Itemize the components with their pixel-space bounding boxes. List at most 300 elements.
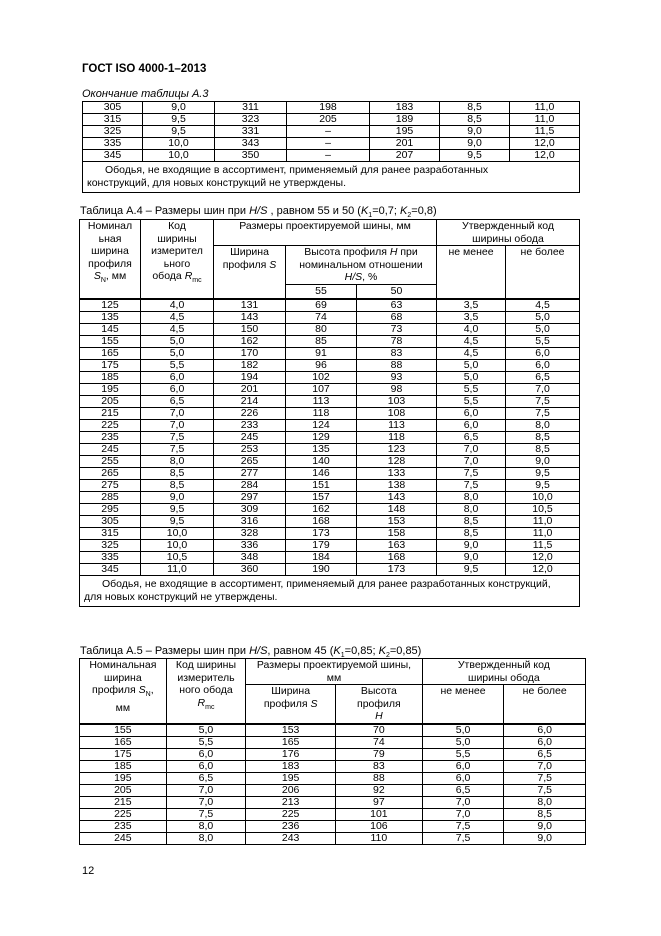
table-cell: 253 [214,443,286,455]
table-cell: 6,0 [437,419,506,431]
table-cell: 148 [357,503,437,515]
table-cell: 11,0 [510,102,580,114]
table-cell: 6,0 [166,760,246,772]
table-cell: 11,0 [506,515,580,527]
table-cell: 189 [370,114,440,126]
table-a5-row [80,736,586,748]
table-cell: 88 [336,772,423,784]
table-cell: 8,0 [166,820,246,832]
table-cell: 6,0 [437,407,506,419]
table-cell: 93 [357,371,437,383]
table-cell: 150 [214,323,286,335]
table-cell: 5,0 [422,724,504,736]
table-cell: 8,0 [166,832,246,844]
table-a5-row [80,808,586,820]
table-cell: 10,0 [143,150,215,162]
table-cell: 74 [336,736,423,748]
table-cell: 8,0 [437,491,506,503]
table-a4-row [80,563,580,575]
table-cell: 4,0 [437,323,506,335]
table-cell: 245 [214,431,286,443]
table-cell: 91 [286,347,357,359]
table-cell: 5,0 [437,359,506,371]
table-a4-row [80,527,580,539]
table-cell: 162 [286,503,357,515]
table-cell: 6,0 [141,371,214,383]
table-cell: 108 [357,407,437,419]
table-a4-row [80,431,580,443]
table-cell: 7,5 [141,431,214,443]
table-cell: 9,5 [143,114,215,126]
table-cell: 206 [246,784,336,796]
table-cell: 9,0 [141,491,214,503]
table-cell: 179 [286,539,357,551]
table-cell: 213 [246,796,336,808]
table-cell: 348 [214,551,286,563]
table-cell: 7,5 [141,443,214,455]
table-cell: 315 [83,114,143,126]
table-cell: 7,5 [437,467,506,479]
table-cell: 183 [246,760,336,772]
table-cell: 107 [286,383,357,395]
table-cell: 165 [246,736,336,748]
table-cell: 201 [370,138,440,150]
table-cell: 6,0 [422,760,504,772]
table-cell: 297 [214,491,286,503]
table-cell: 194 [214,371,286,383]
table-a4-row [80,395,580,407]
table-a5-row [80,796,586,808]
table-cell: 68 [357,311,437,323]
a5-header-max: не более [504,685,586,724]
table-cell: 225 [246,808,336,820]
table-cell: 79 [336,748,423,760]
table-cell: 5,5 [422,748,504,760]
table-a4-row [80,323,580,335]
table-cell: 8,5 [440,114,510,126]
table-a4-note-row [80,575,580,606]
table-cell: 124 [286,419,357,431]
table-cell: 284 [214,479,286,491]
table-cell: 265 [214,455,286,467]
table-cell: 165 [80,347,141,359]
table-cell: 135 [286,443,357,455]
a4-header-max: не более [506,246,580,299]
table-a4-caption: Таблица А.4 – Размеры шин при H/S , равном 55 и 50 ($K_1=0,7$; $K_2=0,8$) [80,205,437,220]
table-cell: 207 [370,150,440,162]
table-cell: 9,0 [506,455,580,467]
table-a4-note: Ободья, не входящие в ассортимент, применяемый для ранее разработанных конструкций, для новых конструкций не утверждены. [80,575,580,606]
table-cell: 140 [286,455,357,467]
table-cell: 235 [80,820,167,832]
table-cell: 277 [214,467,286,479]
table-cell: 12,0 [510,150,580,162]
table-cell: 97 [336,796,423,808]
table-cell: 11,0 [141,563,214,575]
table-cell: 155 [80,724,167,736]
table-cell: 63 [357,299,437,311]
table-cell: 305 [80,515,141,527]
table-cell: 175 [80,748,167,760]
table-a4-row [80,479,580,491]
table-cell: 9,5 [141,503,214,515]
table-cell: 6,0 [506,347,580,359]
table-cell: 5,0 [141,347,214,359]
table-cell: 6,5 [422,784,504,796]
table-cell: 135 [80,311,141,323]
table-cell: 173 [357,563,437,575]
table-cell: 12,0 [506,563,580,575]
table-cell: 195 [80,383,141,395]
table-cell: 11,0 [506,527,580,539]
table-a4-row [80,551,580,563]
table-a4-row [80,467,580,479]
table-cell: 78 [357,335,437,347]
table-cell: 3,5 [437,311,506,323]
table-a3-row [83,126,580,138]
table-cell: 173 [286,527,357,539]
table-a4 [79,219,580,607]
table-cell: 113 [286,395,357,407]
table-cell: 8,5 [141,467,214,479]
table-cell: 335 [83,138,143,150]
table-cell: 4,5 [141,323,214,335]
table-a4-row [80,419,580,431]
table-cell: 6,0 [506,359,580,371]
table-cell: – [287,150,370,162]
table-cell: 9,0 [437,539,506,551]
table-a4-row [80,299,580,311]
table-cell: 265 [80,467,141,479]
table-cell: 6,0 [166,748,246,760]
a4-header-profile-width: Ширина профиля S [214,246,286,299]
table-cell: 168 [357,551,437,563]
table-cell: 83 [357,347,437,359]
table-cell: 7,5 [506,395,580,407]
table-cell: 69 [286,299,357,311]
table-cell: 195 [80,772,167,784]
table-a4-row [80,443,580,455]
table-cell: 7,5 [166,808,246,820]
table-cell: 9,0 [143,102,215,114]
table-cell: 8,0 [506,419,580,431]
table-cell: 146 [286,467,357,479]
table-cell: 345 [83,150,143,162]
table-cell: 8,5 [506,431,580,443]
table-cell: 129 [286,431,357,443]
table-cell: 170 [214,347,286,359]
table-cell: 9,0 [504,832,586,844]
table-cell: 106 [336,820,423,832]
table-cell: 7,5 [506,407,580,419]
table-cell: 9,5 [141,515,214,527]
table-cell: 8,5 [504,808,586,820]
table-cell: 10,5 [141,551,214,563]
table-cell: 215 [80,796,167,808]
table-cell: 10,0 [506,491,580,503]
table-cell: 7,0 [141,419,214,431]
table-cell: 165 [80,736,167,748]
table-cell: 4,5 [437,335,506,347]
table-cell: 4,5 [141,311,214,323]
table-cell: 343 [215,138,287,150]
table-a4-row [80,455,580,467]
table-cell: 153 [246,724,336,736]
table-a4-row [80,383,580,395]
table-cell: 5,0 [506,311,580,323]
table-cell: 128 [357,455,437,467]
table-cell: 9,0 [440,138,510,150]
table-a4-row [80,335,580,347]
table-cell: 185 [80,371,141,383]
table-cell: 311 [215,102,287,114]
table-a5-row [80,772,586,784]
table-cell: 5,0 [437,371,506,383]
a4-header-profile-height: Высота профиля H при номинальном отношении H/S, % [286,246,437,285]
table-cell: 145 [80,323,141,335]
table-cell: 6,5 [506,371,580,383]
table-cell: 10,0 [141,527,214,539]
table-a5-row [80,760,586,772]
table-cell: 10,0 [143,138,215,150]
table-cell: 190 [286,563,357,575]
a5-header-design-dimensions: Размеры проектируемой шины, мм [246,659,422,685]
table-cell: 323 [215,114,287,126]
table-cell: 182 [214,359,286,371]
table-cell: 11,0 [510,114,580,126]
table-cell: 7,0 [141,407,214,419]
table-cell: 6,0 [504,736,586,748]
table-cell: 7,5 [437,479,506,491]
a5-header-profile-height: Высота профиля H [336,685,423,724]
table-cell: 5,5 [437,395,506,407]
table-a4-row [80,347,580,359]
table-cell: 325 [80,539,141,551]
table-cell: 235 [80,431,141,443]
table-cell: 185 [80,760,167,772]
table-cell: 205 [80,784,167,796]
table-cell: 113 [357,419,437,431]
table-cell: 80 [286,323,357,335]
table-cell: 8,0 [437,503,506,515]
table-cell: 5,0 [141,335,214,347]
table-a4-row [80,491,580,503]
table-cell: 214 [214,395,286,407]
table-cell: 309 [214,503,286,515]
table-cell: 331 [215,126,287,138]
table-cell: 138 [357,479,437,491]
a4-header-50: 50 [357,285,437,299]
table-cell: 205 [287,114,370,126]
table-cell: 335 [80,551,141,563]
table-cell: 7,5 [504,784,586,796]
table-a5-caption: Таблица А.5 – Размеры шин при H/S, равном 45 ($K_1=0,85$; $K_2=0,85$) [80,645,422,660]
table-a5-row [80,748,586,760]
a5-header-min: не менее [422,685,504,724]
table-cell: 225 [80,808,167,820]
table-cell: 125 [80,299,141,311]
table-cell: 5,5 [437,383,506,395]
table-cell: 5,0 [422,736,504,748]
table-cell: 245 [80,443,141,455]
table-a5-row [80,724,586,736]
table-cell: 184 [286,551,357,563]
table-cell: 96 [286,359,357,371]
table-a5-row [80,832,586,844]
table-cell: 7,0 [422,808,504,820]
a5-header-rim-code: Код ширины измеритель ного обода $R_{mc}$ [166,659,246,724]
table-cell: 275 [80,479,141,491]
a5-header-nominal-width: Номинальная ширина профиля $S_N$, мм [80,659,167,724]
table-cell: 6,0 [504,724,586,736]
table-cell: 9,5 [440,150,510,162]
table-cell: 9,0 [437,551,506,563]
table-a5-row [80,820,586,832]
table-cell: 85 [286,335,357,347]
table-cell: 157 [286,491,357,503]
table-cell: 5,5 [166,736,246,748]
table-a4-row [80,371,580,383]
page-number: 12 [82,865,95,877]
a4-header-55: 55 [286,285,357,299]
table-cell: 118 [357,431,437,443]
table-a3-row [83,150,580,162]
table-cell: 10,0 [141,539,214,551]
table-cell: 255 [80,455,141,467]
table-cell: 101 [336,808,423,820]
table-cell: 245 [80,832,167,844]
table-cell: 350 [215,150,287,162]
table-cell: 7,5 [422,820,504,832]
table-cell: 9,0 [440,126,510,138]
table-a3-row [83,114,580,126]
table-cell: 176 [246,748,336,760]
table-a3-note-row [83,162,580,193]
a4-header-approved-rim: Утвержденный код ширины обода [437,220,580,246]
table-cell: 133 [357,467,437,479]
table-cell: 73 [357,323,437,335]
table-cell: 88 [357,359,437,371]
table-cell: 6,5 [141,395,214,407]
table-cell: 6,5 [437,431,506,443]
table-a4-row [80,539,580,551]
table-cell: 7,0 [437,455,506,467]
table-cell: 83 [336,760,423,772]
table-cell: 315 [80,527,141,539]
table-cell: 92 [336,784,423,796]
table-a4-body [80,299,580,575]
table-cell: – [287,126,370,138]
table-a4-row [80,311,580,323]
table-cell: 9,5 [506,467,580,479]
table-cell: 118 [286,407,357,419]
table-cell: 102 [286,371,357,383]
table-cell: 225 [80,419,141,431]
a4-header-rim-code: Код ширины измерител ьного обода $R_{mc}$ [141,220,214,299]
table-cell: 7,5 [422,832,504,844]
table-cell: 7,5 [504,772,586,784]
table-cell: 151 [286,479,357,491]
table-cell: 8,5 [141,479,214,491]
table-cell: 7,0 [437,443,506,455]
table-cell: 9,5 [506,479,580,491]
table-cell: 168 [286,515,357,527]
table-cell: 8,5 [506,443,580,455]
table-cell: 11,5 [510,126,580,138]
table-a4-row [80,407,580,419]
table-cell: 360 [214,563,286,575]
table-a4-row [80,503,580,515]
table-a3-row [83,138,580,150]
table-cell: 305 [83,102,143,114]
table-cell: 8,5 [437,515,506,527]
table-a5-row [80,784,586,796]
table-cell: 336 [214,539,286,551]
table-cell: 4,0 [141,299,214,311]
table-a4-row [80,515,580,527]
table-cell: 195 [370,126,440,138]
table-cell: 6,0 [422,772,504,784]
table-cell: 8,0 [504,796,586,808]
table-cell: 8,5 [437,527,506,539]
table-cell: 243 [246,832,336,844]
table-cell: 201 [214,383,286,395]
table-cell: 205 [80,395,141,407]
table-a3-row [83,102,580,114]
a5-header-approved-rim: Утвержденный код ширины обода [422,659,585,685]
table-cell: 163 [357,539,437,551]
table-cell: 316 [214,515,286,527]
a5-header-profile-width: Ширина профиля S [246,685,336,724]
table-cell: 236 [246,820,336,832]
table-cell: 10,5 [506,503,580,515]
table-a4-row [80,359,580,371]
table-cell: 195 [246,772,336,784]
table-cell: 6,0 [141,383,214,395]
table-cell: 5,0 [166,724,246,736]
table-cell: 153 [357,515,437,527]
document-standard-title: ГОСТ ISO 4000-1–2013 [82,63,207,75]
table-cell: 226 [214,407,286,419]
table-a3-body [83,102,580,162]
table-cell: 295 [80,503,141,515]
table-cell: 3,5 [437,299,506,311]
table-cell: 9,5 [437,563,506,575]
table-cell: 70 [336,724,423,736]
table-cell: 7,0 [506,383,580,395]
table-cell: 8,5 [440,102,510,114]
table-cell: – [287,138,370,150]
a4-header-design-dimensions: Размеры проектируемой шины, мм [214,220,437,246]
table-cell: 198 [287,102,370,114]
table-cell: 345 [80,563,141,575]
table-cell: 7,0 [422,796,504,808]
table-cell: 6,5 [166,772,246,784]
table-cell: 4,5 [506,299,580,311]
table-cell: 12,0 [510,138,580,150]
a4-header-nominal-width: Номинал ьная ширина профиля $S_N$, мм [80,220,141,299]
table-cell: 328 [214,527,286,539]
table-cell: 123 [357,443,437,455]
table-cell: 215 [80,407,141,419]
table-cell: 5,5 [141,359,214,371]
table-cell: 103 [357,395,437,407]
table-a3-caption: Окончание таблицы А.3 [82,88,209,100]
table-cell: 12,0 [506,551,580,563]
a4-header-min: не менее [437,246,506,299]
table-cell: 143 [357,491,437,503]
table-cell: 285 [80,491,141,503]
